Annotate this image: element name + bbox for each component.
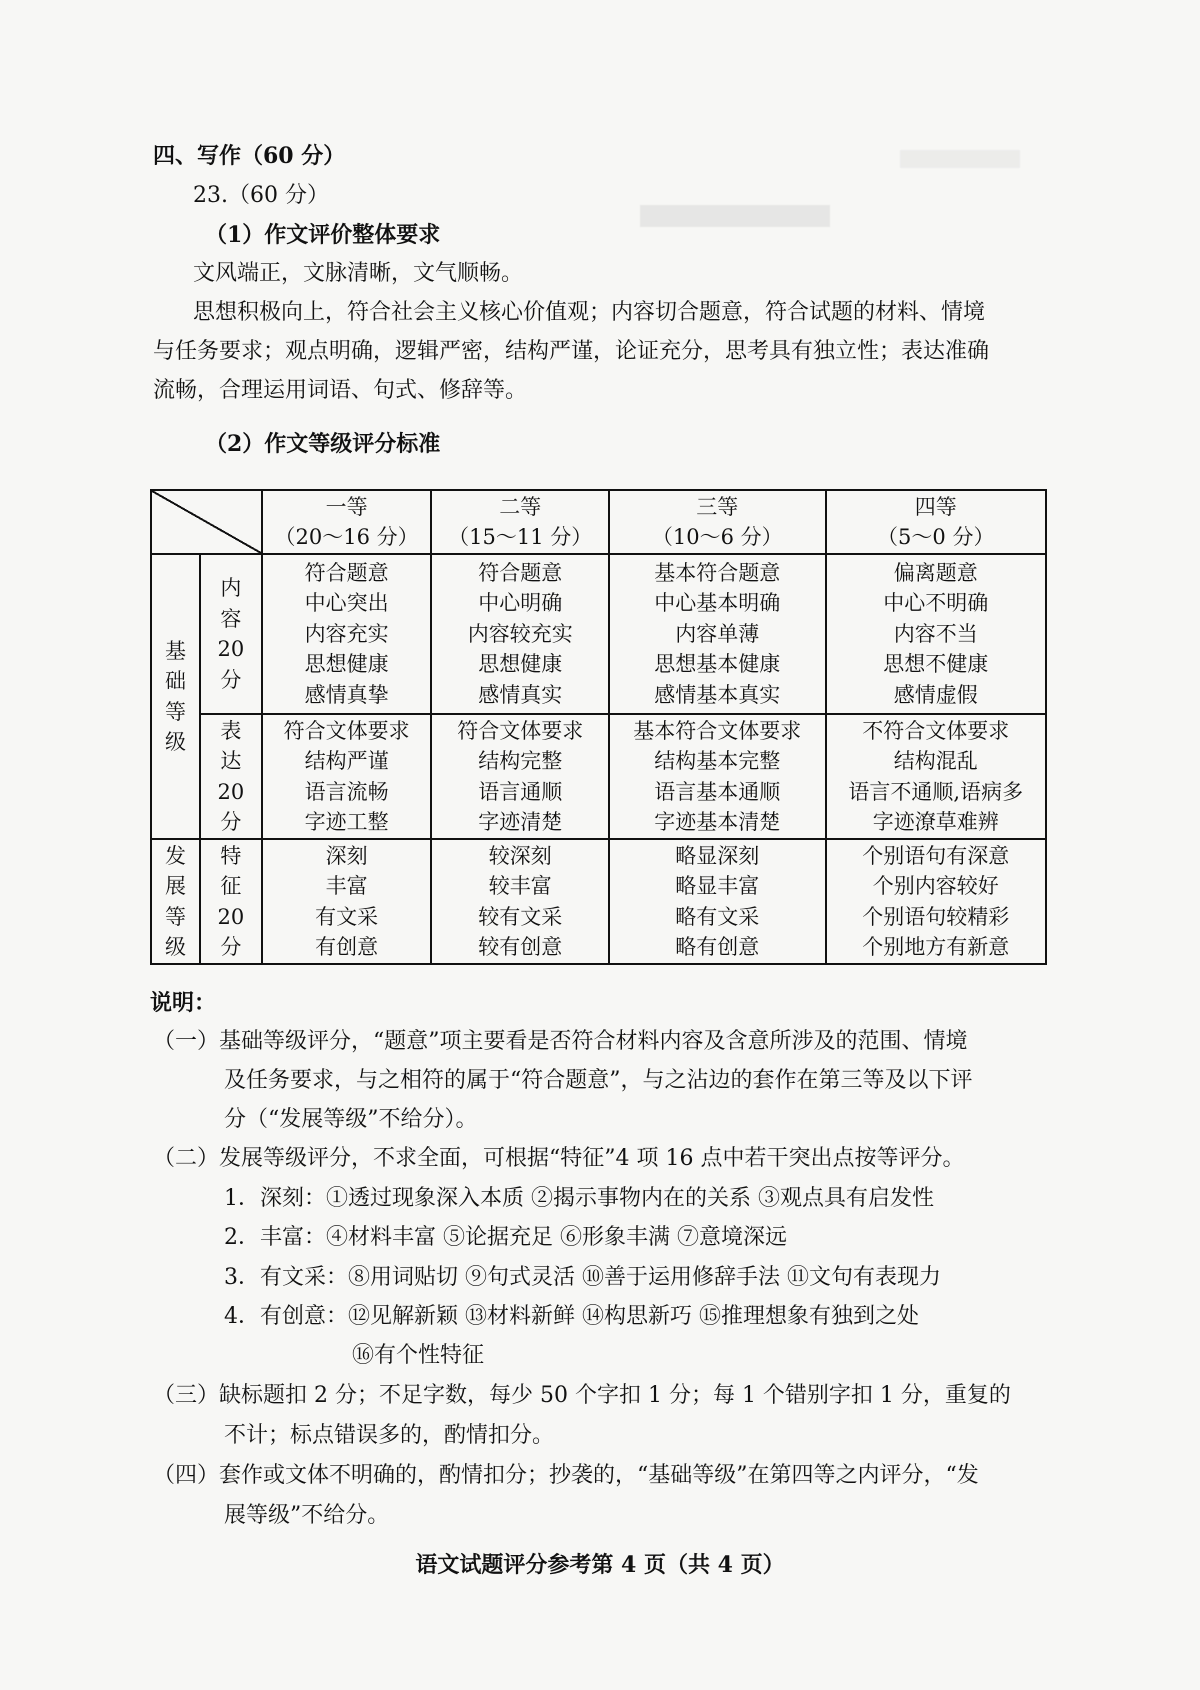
group-label-basic: 基 础 等 级	[151, 554, 200, 839]
note-3-line: （三）缺标题扣 2 分；不足字数，每少 50 个字扣 1 分；每 1 个错别字扣 1 分，重复的	[153, 1383, 1011, 1408]
table-cell: 符合题意 中心明确 内容较充实 思想健康 感情真实	[431, 554, 609, 714]
table-corner	[151, 490, 262, 554]
grade-header: 三等 （10～6 分）	[609, 490, 825, 554]
notes-title: 说明：	[150, 990, 217, 1016]
table-cell: 基本符合题意 中心基本明确 内容单薄 思想基本健康 感情基本真实	[609, 554, 825, 714]
grade-header: 二等 （15～11 分）	[431, 490, 609, 554]
sub1-para-line: 流畅，合理运用词语、句式、修辞等。	[153, 378, 528, 403]
sub1-line: 文风端正，文脉清晰，文气顺畅。	[193, 261, 524, 286]
table-cell: 个别语句有深意 个别内容较好 个别语句较精彩 个别地方有新意	[826, 839, 1047, 964]
sub1-para-line: 思想积极向上，符合社会主义核心价值观；内容切合题意，符合试题的材料、情境	[193, 300, 986, 325]
sub-title-2: （2）作文等级评分标准	[205, 431, 441, 457]
table-cell: 符合题意 中心突出 内容充实 思想健康 感情真挚	[262, 554, 432, 714]
sub1-para-line: 与任务要求；观点明确，逻辑严密，结构严谨，论证充分，思考具有独立性；表达准确	[153, 339, 990, 364]
table-cell: 偏离题意 中心不明确 内容不当 思想不健康 感情虚假	[826, 554, 1047, 714]
table-cell: 基本符合文体要求 结构基本完整 语言基本通顺 字迹基本清楚	[609, 714, 825, 839]
row-label-content: 内 容 20 分	[200, 554, 262, 714]
grade-header: 四等 （5～0 分）	[826, 490, 1047, 554]
page-footer: 语文试题评分参考第 4 页（共 4 页）	[415, 1552, 785, 1578]
note-4-line: （四）套作或文体不明确的，酌情扣分；抄袭的，“基础等级”在第四等之内评分，“发	[153, 1463, 979, 1488]
note-1-line: （一）基础等级评分，“题意”项主要看是否符合材料内容及含意所涉及的范围、情境	[153, 1029, 968, 1054]
table-cell: 不符合文体要求 结构混乱 语言不通顺,语病多 字迹潦草难辨	[826, 714, 1047, 839]
table-cell: 符合文体要求 结构完整 语言通顺 字迹清楚	[431, 714, 609, 839]
note-1-line: 分（“发展等级”不给分）。	[224, 1107, 478, 1132]
table-cell: 深刻 丰富 有文采 有创意	[262, 839, 432, 964]
note-2-item: 4．有创意：⑫见解新颖 ⑬材料新鲜 ⑭构思新巧 ⑮推理想象有独到之处	[224, 1304, 919, 1329]
note-1-line: 及任务要求，与之相符的属于“符合题意”，与之沾边的套作在第三等及以下评	[224, 1068, 973, 1093]
note-2-item: 1．深刻：①透过现象深入本质 ②揭示事物内在的关系 ③观点具有启发性	[224, 1186, 934, 1211]
note-2-item: ⑯有个性特征	[352, 1343, 485, 1368]
note-2-item: 3．有文采：⑧用词贴切 ⑨句式灵活 ⑩善于运用修辞手法 ⑪文句有表现力	[224, 1265, 941, 1290]
sub-title-1: （1）作文评价整体要求	[205, 222, 441, 248]
table-cell: 符合文体要求 结构严谨 语言流畅 字迹工整	[262, 714, 432, 839]
row-label-expression: 表 达 20 分	[200, 714, 262, 839]
note-4-line: 展等级”不给分。	[224, 1503, 390, 1528]
group-label-development: 发 展 等 级	[151, 839, 200, 964]
note-2: （二）发展等级评分，不求全面，可根据“特征”4 项 16 点中若干突出点按等评分。	[153, 1146, 965, 1171]
note-2-item: 2．丰富：④材料丰富 ⑤论据充足 ⑥形象丰满 ⑦意境深远	[224, 1225, 787, 1250]
row-label-features: 特 征 20 分	[200, 839, 262, 964]
table-cell: 较深刻 较丰富 较有文采 较有创意	[431, 839, 609, 964]
bleed-through-mark	[640, 205, 830, 227]
table-cell: 略显深刻 略显丰富 略有文采 略有创意	[609, 839, 825, 964]
grade-header: 一等 （20～16 分）	[262, 490, 432, 554]
question-number: 23.（60 分）	[193, 183, 329, 208]
section-title: 四、写作（60 分）	[153, 143, 346, 169]
note-3-line: 不计；标点错误多的，酌情扣分。	[224, 1423, 555, 1448]
grading-table	[150, 489, 1047, 965]
bleed-through-mark	[900, 150, 1020, 168]
